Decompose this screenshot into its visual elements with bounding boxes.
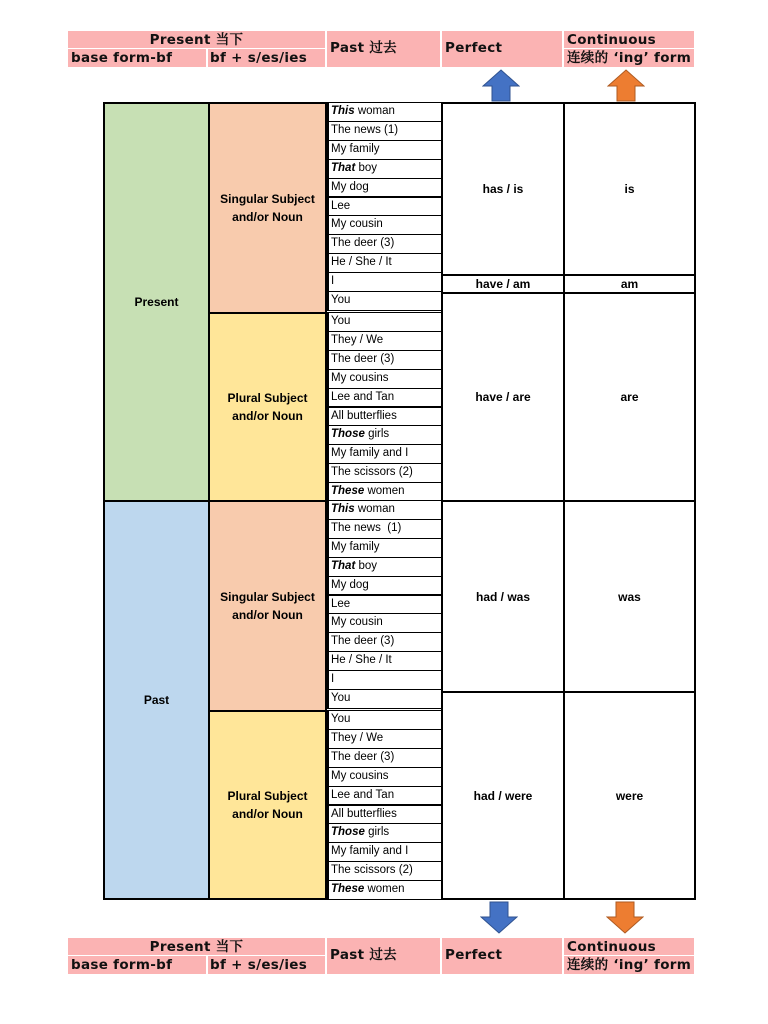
- subject-row: [327, 291, 443, 311]
- past-plural-continuous: were: [615, 788, 644, 803]
- arrow-down-icon: [480, 901, 518, 934]
- plural-subject-label: Plural Subject and/or Noun: [227, 391, 308, 423]
- subject-text: Lee: [331, 199, 351, 212]
- subject-row: [327, 748, 443, 768]
- subject-emphasis: These: [331, 883, 365, 896]
- perfect-header-cell: [442, 938, 562, 974]
- subject-text: My cousins: [331, 371, 389, 384]
- present-singular-cell: [208, 102, 327, 314]
- bf-suffix-label: bf + s/es/ies: [210, 957, 308, 973]
- subject-row: [327, 463, 443, 483]
- present-plural-perfect-cell: [441, 292, 565, 502]
- header-divider: [206, 49, 208, 67]
- perfect-header-cell: [442, 31, 562, 67]
- past-singular-cell: [208, 500, 327, 712]
- continuous-header-cell: [564, 938, 694, 974]
- subject-text: My dog: [331, 578, 369, 591]
- subject-text: You: [331, 315, 351, 327]
- past-header-cell: [327, 938, 440, 974]
- present-label: Present 当下: [149, 32, 244, 48]
- subject-row: [327, 632, 443, 652]
- present-plural-continuous-cell: [563, 292, 696, 502]
- subject-row: [327, 178, 443, 198]
- subject-row: [327, 576, 443, 596]
- subject-text: Lee and Tan: [331, 788, 395, 801]
- present-singular-continuous: is: [624, 182, 635, 196]
- subject-row: [327, 407, 443, 427]
- subject-row: [327, 425, 443, 445]
- subject-row: [327, 500, 443, 520]
- continuous-label: Continuous: [567, 939, 657, 955]
- past-plural-cell: [208, 710, 327, 900]
- subject-row: [327, 102, 443, 122]
- subject-row: [327, 689, 443, 709]
- subject-emphasis: This: [331, 105, 355, 117]
- subject-row: [327, 880, 443, 900]
- bf-suffix-label: bf + s/es/ies: [210, 50, 308, 66]
- base-form-label: base form-bf: [71, 957, 173, 973]
- subject-row: [327, 444, 443, 464]
- subject-emphasis: That: [331, 161, 356, 174]
- subject-text: women: [364, 883, 405, 896]
- header-divider: [68, 48, 325, 49]
- subject-row: [327, 215, 443, 235]
- subject-row: [327, 331, 443, 351]
- subject-text: Lee: [331, 597, 351, 610]
- past-plural-perfect: had / were: [473, 788, 533, 803]
- subject-text: girls: [364, 826, 390, 839]
- subject-text: He / She / It: [331, 256, 392, 269]
- subject-row: [327, 670, 443, 690]
- present-plural-continuous: are: [620, 390, 639, 404]
- header-divider: [564, 955, 694, 956]
- subject-text: You: [331, 692, 351, 704]
- continuous-label: Continuous: [567, 32, 657, 48]
- subject-text: The deer (3): [331, 750, 395, 763]
- subject-text: The news (1): [331, 521, 402, 534]
- header-divider: [564, 48, 694, 49]
- subject-text: You: [331, 294, 351, 306]
- subject-row: [327, 805, 443, 825]
- subject-text: All butterflies: [331, 807, 397, 820]
- past-plural-continuous-cell: [563, 691, 696, 900]
- arrow-down-icon: [606, 901, 644, 934]
- tense-present-label: Present: [134, 295, 179, 309]
- past-singular-continuous: was: [618, 589, 641, 604]
- present-header-cell: [68, 938, 325, 974]
- subject-text: You: [331, 713, 351, 725]
- subject-text: woman: [354, 105, 395, 117]
- bottom-header: [0, 938, 768, 974]
- present-i-perfect: have / am: [475, 277, 531, 291]
- subject-emphasis: These: [331, 485, 365, 498]
- subject-text: The deer (3): [331, 237, 395, 250]
- subject-emphasis: This: [331, 503, 355, 515]
- tense-present-cell: [103, 102, 210, 502]
- subject-text: My family: [331, 540, 380, 553]
- subject-row: [327, 234, 443, 254]
- present-i-continuous: am: [620, 277, 639, 291]
- ing-form-label: 连续的 ‘ing’ form: [567, 957, 692, 973]
- subject-row: [327, 388, 443, 408]
- present-plural-perfect: have / are: [475, 390, 531, 404]
- past-plural-perfect-cell: [441, 691, 565, 900]
- subject-row: [327, 767, 443, 787]
- subject-emphasis: Those: [331, 428, 365, 441]
- present-i-continuous-cell: [563, 274, 696, 294]
- subject-row: [327, 482, 443, 502]
- subject-text: My family and I: [331, 447, 409, 460]
- base-form-label: base form-bf: [71, 50, 173, 66]
- subject-text: The deer (3): [331, 352, 395, 365]
- subject-row: [327, 350, 443, 370]
- present-label: Present 当下: [149, 939, 244, 955]
- subject-text: My family and I: [331, 845, 409, 858]
- subject-row: [327, 823, 443, 843]
- past-header-cell: [327, 31, 440, 67]
- subject-row: [327, 786, 443, 806]
- present-header-cell: [68, 31, 325, 67]
- ing-form-label: 连续的 ‘ing’ form: [567, 50, 692, 66]
- arrow-up-icon: [482, 69, 520, 102]
- subject-text: My cousin: [331, 616, 383, 629]
- subject-row: [327, 140, 443, 160]
- subject-row: [327, 253, 443, 273]
- perfect-label: Perfect: [445, 947, 503, 963]
- subject-text: All butterflies: [331, 409, 397, 422]
- subject-row: [327, 538, 443, 558]
- subject-text: My cousins: [331, 769, 389, 782]
- subject-text: They / We: [331, 731, 384, 744]
- past-singular-perfect-cell: [441, 500, 565, 693]
- past-singular-perfect: had / was: [475, 589, 531, 604]
- header-divider: [206, 956, 208, 974]
- subject-row: [327, 519, 443, 539]
- subject-text: woman: [354, 503, 395, 515]
- subject-row: [327, 595, 443, 615]
- subject-text: My family: [331, 142, 380, 155]
- subject-text: My dog: [331, 180, 369, 193]
- past-singular-continuous-cell: [563, 500, 696, 693]
- subject-row: [327, 613, 443, 633]
- present-i-perfect-cell: [441, 274, 565, 294]
- plural-subject-label: Plural Subject and/or Noun: [227, 789, 308, 821]
- subject-row: [327, 842, 443, 862]
- past-label: Past 过去: [330, 947, 397, 963]
- subject-text: women: [364, 485, 405, 498]
- past-label: Past 过去: [330, 40, 397, 56]
- present-singular-perfect: has / is: [482, 182, 524, 196]
- present-singular-continuous-cell: [563, 102, 696, 276]
- subject-row: [327, 557, 443, 577]
- continuous-header-cell: [564, 31, 694, 67]
- tense-past-cell: [103, 500, 210, 900]
- subject-emphasis: That: [331, 559, 356, 572]
- singular-subject-label: Singular Subject and/or Noun: [220, 590, 315, 622]
- perfect-label: Perfect: [445, 40, 503, 56]
- tense-past-label: Past: [143, 693, 170, 707]
- subject-row: [327, 159, 443, 179]
- subject-text: I: [331, 275, 335, 288]
- present-plural-cell: [208, 312, 327, 502]
- subject-row: [327, 312, 443, 332]
- subject-text: My cousin: [331, 218, 383, 231]
- subject-text: Lee and Tan: [331, 390, 395, 403]
- subject-row: [327, 369, 443, 389]
- subject-text: boy: [355, 559, 378, 572]
- subject-text: The news (1): [331, 123, 399, 136]
- header-divider: [68, 955, 325, 956]
- top-header: [0, 31, 768, 67]
- subject-row: [327, 197, 443, 217]
- subject-text: They / We: [331, 333, 384, 346]
- subject-row: [327, 272, 443, 292]
- subject-text: The scissors (2): [331, 466, 413, 479]
- subject-text: boy: [355, 161, 378, 174]
- subject-row: [327, 861, 443, 881]
- arrow-up-icon: [607, 69, 645, 102]
- subject-text: The scissors (2): [331, 864, 413, 877]
- subject-row: [327, 121, 443, 141]
- subject-emphasis: Those: [331, 826, 365, 839]
- singular-subject-label: Singular Subject and/or Noun: [220, 192, 315, 224]
- subject-text: I: [331, 673, 335, 686]
- subject-text: The deer (3): [331, 635, 395, 648]
- present-singular-perfect-cell: [441, 102, 565, 276]
- subject-row: [327, 651, 443, 671]
- subject-text: girls: [364, 428, 390, 441]
- subject-row: [327, 710, 443, 730]
- subject-row: [327, 729, 443, 749]
- subject-text: He / She / It: [331, 654, 392, 667]
